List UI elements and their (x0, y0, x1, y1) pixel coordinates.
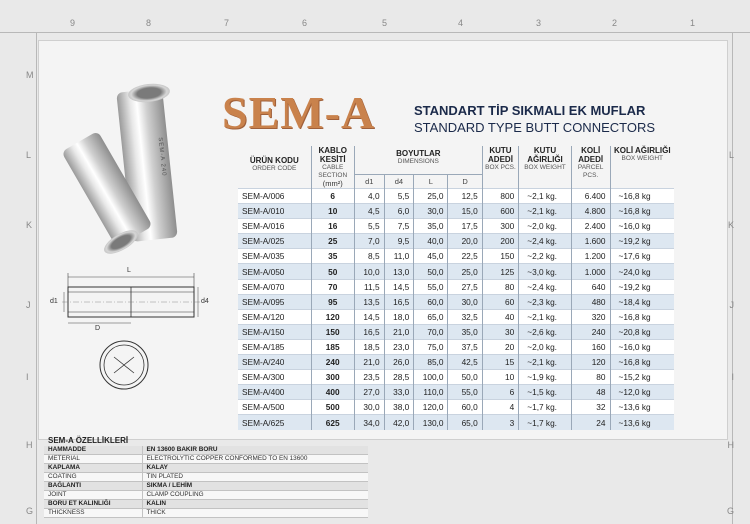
cell-section: 95 (311, 294, 354, 309)
cell-parcel-qty: 2.400 (571, 219, 610, 234)
cell-box-w: ~3,0 kg. (519, 264, 572, 279)
feature-key: BORU ET KALINLIĞI (44, 500, 142, 509)
cell-parcel-qty: 4.800 (571, 204, 610, 219)
cell-d4: 6,0 (384, 204, 414, 219)
cell-box-w: ~1,7 kg. (519, 400, 572, 415)
frame-letter: L (26, 150, 32, 160)
cell-box-qty: 600 (482, 204, 519, 219)
header-code: ÜRÜN KODU ORDER CODE (238, 146, 311, 189)
cell-code: SEM-A/025 (238, 234, 311, 249)
frame-letter: G (726, 506, 734, 516)
header-box-weight: KUTU AĞIRLIĞI BOX WEIGHT (519, 146, 572, 189)
feature-value: TIN PLATED (142, 473, 368, 482)
cell-l: 50,0 (414, 264, 448, 279)
feature-key: METERIAL (44, 455, 142, 464)
technical-drawing (42, 265, 222, 400)
cell-section: 500 (311, 400, 354, 415)
cell-box-qty: 125 (482, 264, 519, 279)
cell-parcel-w: ~13,6 kg (610, 400, 674, 415)
feature-row (44, 455, 368, 464)
feature-key: KAPLAMA (44, 464, 142, 473)
cell-l: 110,0 (414, 385, 448, 400)
spec-table-body (238, 189, 674, 431)
outer-diameter-label: d4 (201, 298, 209, 305)
feature-key: JOINT (44, 491, 142, 500)
cell-box-w: ~2,6 kg. (519, 324, 572, 339)
cell-l: 60,0 (414, 294, 448, 309)
cell-parcel-w: ~16,0 kg (610, 339, 674, 354)
frame-letter: L (728, 150, 734, 160)
cell-box-qty: 60 (482, 294, 519, 309)
cell-code: SEM-A/095 (238, 294, 311, 309)
cell-parcel-w: ~19,2 kg (610, 234, 674, 249)
frame-number: 4 (458, 18, 464, 28)
cell-box-w: ~2,4 kg. (519, 279, 572, 294)
cell-l: 120,0 (414, 400, 448, 415)
cell-d4: 23,0 (384, 339, 414, 354)
cell-box-w: ~2,1 kg. (519, 189, 572, 204)
cell-d: 42,5 (448, 355, 482, 370)
table-row (238, 385, 674, 400)
frame-letter: K (727, 220, 734, 230)
cell-box-w: ~2,1 kg. (519, 309, 572, 324)
cell-d4: 14,5 (384, 279, 414, 294)
cell-section: 120 (311, 309, 354, 324)
frame-letter: J (26, 300, 31, 310)
cell-d: 35,0 (448, 324, 482, 339)
frame-number: 1 (690, 18, 696, 28)
cell-code: SEM-A/120 (238, 309, 311, 324)
cell-code: SEM-A/035 (238, 249, 311, 264)
cell-box-qty: 15 (482, 355, 519, 370)
frame-number: 7 (224, 18, 230, 28)
cell-d1: 21,0 (354, 355, 384, 370)
cell-l: 45,0 (414, 249, 448, 264)
cell-d1: 4,0 (354, 189, 384, 204)
brand-logo: SEM-A (222, 87, 376, 138)
cell-section: 185 (311, 339, 354, 354)
table-row (238, 324, 674, 339)
header-section: KABLO KESİTİ CABLE SECTION (mm²) (311, 146, 354, 189)
feature-value: THICK (142, 509, 368, 518)
cell-parcel-qty: 1.200 (571, 249, 610, 264)
table-row (238, 249, 674, 264)
cell-d4: 9,5 (384, 234, 414, 249)
feature-row (44, 491, 368, 500)
feature-value: KALAY (142, 464, 368, 473)
cell-box-qty: 6 (482, 385, 519, 400)
cell-section: 35 (311, 249, 354, 264)
header-parcel-qty: KOLİ ADEDİ PARCEL PCS. (571, 146, 610, 189)
frame-number: 9 (70, 18, 76, 28)
feature-row (44, 464, 368, 473)
cell-l: 75,0 (414, 339, 448, 354)
cell-parcel-w: ~19,2 kg (610, 279, 674, 294)
feature-key: HAMMADDE (44, 446, 142, 455)
frame-number: 6 (302, 18, 308, 28)
cell-d: 22,5 (448, 249, 482, 264)
product-marking: SEM-A 240 (156, 137, 167, 177)
cell-parcel-w: ~24,0 kg (610, 264, 674, 279)
cell-d4: 26,0 (384, 355, 414, 370)
page-title-en: STANDARD TYPE BUTT CONNECTORS (414, 120, 656, 135)
cell-code: SEM-A/070 (238, 279, 311, 294)
features-table (44, 446, 368, 518)
cell-d4: 38,0 (384, 400, 414, 415)
table-row (238, 264, 674, 279)
cell-d: 50,0 (448, 370, 482, 385)
cell-code: SEM-A/300 (238, 370, 311, 385)
cell-d1: 27,0 (354, 385, 384, 400)
cell-d4: 5,5 (384, 189, 414, 204)
cell-parcel-qty: 640 (571, 279, 610, 294)
cell-section: 50 (311, 264, 354, 279)
cell-parcel-qty: 24 (571, 415, 610, 430)
cell-d1: 16,5 (354, 324, 384, 339)
page-title-tr: STANDART TİP SIKMALI EK MUFLAR (414, 103, 646, 118)
cell-box-qty: 10 (482, 370, 519, 385)
feature-value: CLAMP COUPLING (142, 491, 368, 500)
cell-parcel-w: ~15,2 kg (610, 370, 674, 385)
cell-box-qty: 4 (482, 400, 519, 415)
length-label: L (127, 267, 131, 274)
cell-code: SEM-A/050 (238, 264, 311, 279)
frame-number: 5 (382, 18, 388, 28)
cell-code: SEM-A/010 (238, 204, 311, 219)
table-row (238, 415, 674, 430)
cell-box-qty: 3 (482, 415, 519, 430)
cell-code: SEM-A/185 (238, 339, 311, 354)
cell-code: SEM-A/240 (238, 355, 311, 370)
frame-border (729, 32, 734, 524)
cell-d: 30,0 (448, 294, 482, 309)
cell-l: 30,0 (414, 204, 448, 219)
cell-d: 60,0 (448, 400, 482, 415)
cell-parcel-qty: 240 (571, 324, 610, 339)
cell-d1: 18,5 (354, 339, 384, 354)
table-row (238, 189, 674, 204)
cell-parcel-w: ~20,8 kg (610, 324, 674, 339)
cell-box-qty: 40 (482, 309, 519, 324)
header-dimensions: BOYUTLAR DIMENSIONS (354, 146, 482, 175)
table-row (238, 279, 674, 294)
cell-d1: 13,5 (354, 294, 384, 309)
drawing-frame-top (0, 0, 750, 32)
feature-key: COATING (44, 473, 142, 482)
cell-d1: 4,5 (354, 204, 384, 219)
cell-parcel-qty: 32 (571, 400, 610, 415)
cell-section: 150 (311, 324, 354, 339)
table-row (238, 219, 674, 234)
cell-l: 70,0 (414, 324, 448, 339)
features-title: SEM-A ÖZELLİKLERİ (48, 436, 129, 445)
frame-number: 3 (536, 18, 542, 28)
cell-l: 100,0 (414, 370, 448, 385)
cell-box-w: ~2,0 kg. (519, 219, 572, 234)
cell-d1: 34,0 (354, 415, 384, 430)
cell-section: 70 (311, 279, 354, 294)
cell-parcel-w: ~16,8 kg (610, 355, 674, 370)
frame-letter: H (727, 440, 734, 450)
cell-code: SEM-A/006 (238, 189, 311, 204)
feature-value: KALIN (142, 500, 368, 509)
cell-box-qty: 80 (482, 279, 519, 294)
header-l: L (414, 175, 448, 189)
frame-border (36, 32, 37, 524)
feature-value: EN 13600 BAKIR BORU (142, 446, 368, 455)
cell-parcel-w: ~18,4 kg (610, 294, 674, 309)
cell-d: 27,5 (448, 279, 482, 294)
cell-d4: 42,0 (384, 415, 414, 430)
cell-d1: 11,5 (354, 279, 384, 294)
inner-diameter-label: d1 (50, 298, 58, 305)
header-parcel-weight: KOLİ AĞIRLIĞI BOX WEIGHT (610, 146, 674, 189)
table-row (238, 204, 674, 219)
product-photo (46, 84, 222, 254)
feature-row (44, 500, 368, 509)
cell-d: 17,5 (448, 219, 482, 234)
cell-parcel-w: ~17,6 kg (610, 249, 674, 264)
table-row (238, 370, 674, 385)
table-row (238, 355, 674, 370)
cell-parcel-qty: 120 (571, 355, 610, 370)
frame-number: 2 (612, 18, 618, 28)
cell-parcel-w: ~16,8 kg (610, 189, 674, 204)
cell-parcel-w: ~16,0 kg (610, 219, 674, 234)
cell-d4: 13,0 (384, 264, 414, 279)
cell-d4: 11,0 (384, 249, 414, 264)
cell-code: SEM-A/625 (238, 415, 311, 430)
features-table-body (44, 446, 368, 518)
cell-d: 37,5 (448, 339, 482, 354)
cell-parcel-qty: 6.400 (571, 189, 610, 204)
frame-letter: M (26, 70, 34, 80)
table-row (238, 309, 674, 324)
cell-box-qty: 300 (482, 219, 519, 234)
tube-opening-image (127, 82, 171, 104)
cell-box-w: ~2,3 kg. (519, 294, 572, 309)
frame-border (0, 32, 750, 33)
connector-dimension-svg (42, 265, 222, 400)
feature-value: ELECTROLYTIC COPPER CONFORMED TO EN 13600 (142, 455, 368, 464)
cell-parcel-w: ~13,6 kg (610, 415, 674, 430)
cell-parcel-qty: 160 (571, 339, 610, 354)
cell-d4: 28,5 (384, 370, 414, 385)
cell-d: 20,0 (448, 234, 482, 249)
cell-code: SEM-A/016 (238, 219, 311, 234)
header-box-qty: KUTU ADEDİ BOX PCS. (482, 146, 519, 189)
cell-box-qty: 800 (482, 189, 519, 204)
cell-box-w: ~2,2 kg. (519, 249, 572, 264)
cell-parcel-qty: 48 (571, 385, 610, 400)
cell-l: 130,0 (414, 415, 448, 430)
cell-box-w: ~2,0 kg. (519, 339, 572, 354)
cell-box-qty: 200 (482, 234, 519, 249)
cell-l: 25,0 (414, 189, 448, 204)
feature-row (44, 446, 368, 455)
cell-box-qty: 150 (482, 249, 519, 264)
table-row (238, 234, 674, 249)
feature-key: THICKNESS (44, 509, 142, 518)
cell-code: SEM-A/500 (238, 400, 311, 415)
table-row (238, 400, 674, 415)
cell-section: 10 (311, 204, 354, 219)
cell-box-w: ~1,5 kg. (519, 385, 572, 400)
cell-d4: 33,0 (384, 385, 414, 400)
cell-box-w: ~1,9 kg. (519, 370, 572, 385)
header-d1: d1 (354, 175, 384, 189)
cell-box-w: ~2,4 kg. (519, 234, 572, 249)
cell-d1: 23,5 (354, 370, 384, 385)
feature-value: SIKMA / LEHİM (142, 482, 368, 491)
frame-letter: J (729, 300, 734, 310)
frame-number: 8 (146, 18, 152, 28)
cell-d: 55,0 (448, 385, 482, 400)
cell-d: 25,0 (448, 264, 482, 279)
cell-d4: 21,0 (384, 324, 414, 339)
cell-l: 35,0 (414, 219, 448, 234)
feature-row (44, 509, 368, 518)
cell-d1: 8,5 (354, 249, 384, 264)
cell-parcel-qty: 320 (571, 309, 610, 324)
cell-l: 40,0 (414, 234, 448, 249)
cell-l: 65,0 (414, 309, 448, 324)
cell-d: 65,0 (448, 415, 482, 430)
frame-letter: I (731, 372, 734, 382)
cell-parcel-qty: 1.000 (571, 264, 610, 279)
cell-section: 400 (311, 385, 354, 400)
cell-code: SEM-A/400 (238, 385, 311, 400)
table-row (238, 339, 674, 354)
cell-d: 12,5 (448, 189, 482, 204)
cell-d1: 14,5 (354, 309, 384, 324)
spec-table (238, 146, 674, 430)
cell-box-qty: 20 (482, 339, 519, 354)
cell-parcel-w: ~16,8 kg (610, 309, 674, 324)
feature-key: BAĞLANTI (44, 482, 142, 491)
cell-d1: 5,5 (354, 219, 384, 234)
cell-d1: 30,0 (354, 400, 384, 415)
cell-d: 32,5 (448, 309, 482, 324)
cell-parcel-qty: 80 (571, 370, 610, 385)
feature-row (44, 473, 368, 482)
cell-section: 300 (311, 370, 354, 385)
table-row (238, 294, 674, 309)
cell-section: 16 (311, 219, 354, 234)
diameter-label: D (95, 325, 101, 332)
cell-parcel-w: ~16,8 kg (610, 204, 674, 219)
table-header-row (238, 146, 674, 175)
cell-section: 6 (311, 189, 354, 204)
cell-box-w: ~1,7 kg. (519, 415, 572, 430)
cell-section: 625 (311, 415, 354, 430)
cell-d: 15,0 (448, 204, 482, 219)
cell-code: SEM-A/150 (238, 324, 311, 339)
cell-d4: 7,5 (384, 219, 414, 234)
cell-parcel-qty: 480 (571, 294, 610, 309)
cell-d1: 7,0 (354, 234, 384, 249)
cell-box-w: ~2,1 kg. (519, 204, 572, 219)
cell-section: 240 (311, 355, 354, 370)
cell-parcel-w: ~12,0 kg (610, 385, 674, 400)
cell-box-qty: 30 (482, 324, 519, 339)
cell-parcel-qty: 1.600 (571, 234, 610, 249)
header-d4: d4 (384, 175, 414, 189)
cell-section: 25 (311, 234, 354, 249)
cell-d4: 18,0 (384, 309, 414, 324)
frame-letter: I (26, 372, 29, 382)
cell-l: 55,0 (414, 279, 448, 294)
frame-letter: G (26, 506, 34, 516)
cell-d1: 10,0 (354, 264, 384, 279)
cell-l: 85,0 (414, 355, 448, 370)
frame-letter: H (26, 440, 33, 450)
feature-row (44, 482, 368, 491)
cell-box-w: ~2,1 kg. (519, 355, 572, 370)
cell-d4: 16,5 (384, 294, 414, 309)
frame-letter: K (26, 220, 33, 230)
header-d: D (448, 175, 482, 189)
